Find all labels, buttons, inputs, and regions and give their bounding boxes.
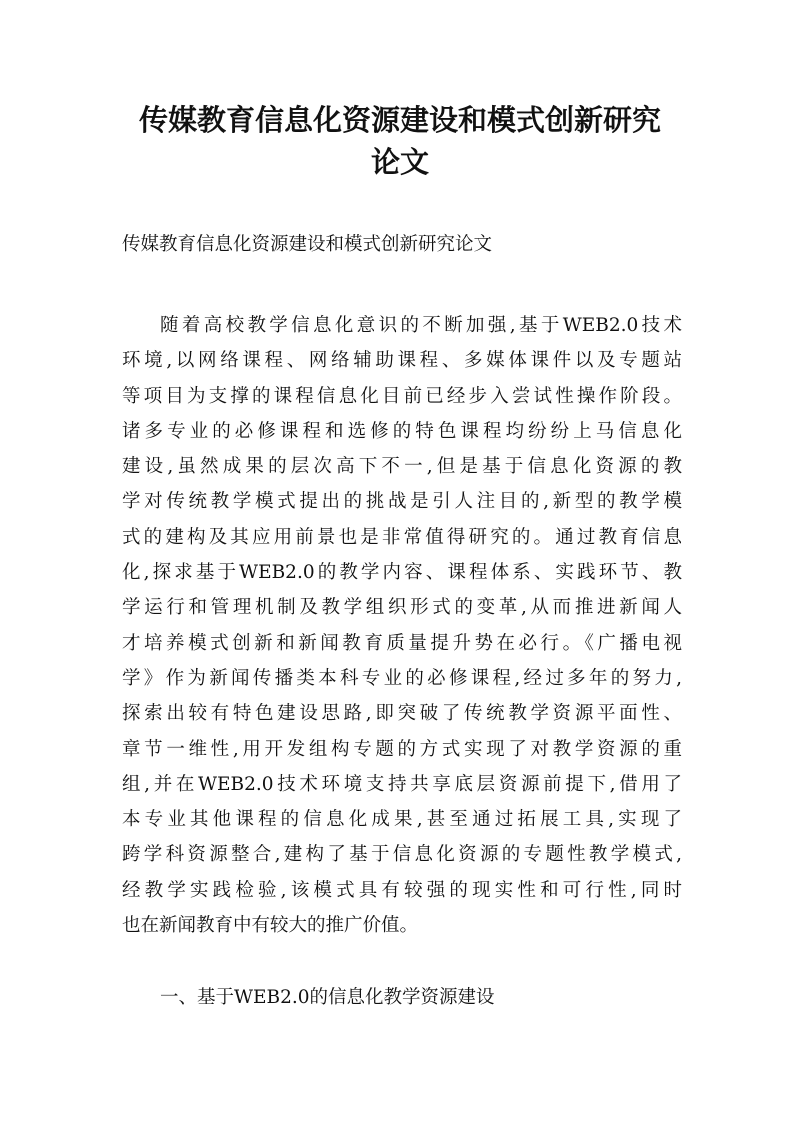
paragraph-line: 学对传统教学模式提出的挑战是引人注目的,新型的教学模 [122,491,682,513]
paragraph-line: 章节一维性,用开发组构专题的方式实现了对教学资源的重 [122,738,682,760]
section-heading: 一、基于WEB2.0的信息化教学资源建设 [160,987,495,1008]
paragraph-line: 诸多专业的必修课程和选修的特色课程均纷纷上马信息化 [122,420,682,442]
paragraph-line: 才培养模式创新和新闻教育质量提升势在必行。《广播电视 [122,632,682,654]
paragraph-line: 随着高校教学信息化意识的不断加强,基于WEB2.0技术 [160,315,682,336]
body-paragraph [122,308,682,943]
paragraph-line: 建设,虽然成果的层次高下不一,但是基于信息化资源的教 [122,456,682,478]
paragraph-line: 也在新闻教育中有较大的推广价值。 [122,915,419,937]
paragraph-line: 探索出较有特色建设思路,即突破了传统教学资源平面性、 [122,703,682,725]
paragraph-line: 等项目为支撑的课程信息化目前已经步入尝试性操作阶段。 [122,385,682,407]
paragraph-line: 组,并在WEB2.0技术环境支持共享底层资源前提下,借用了 [122,773,682,795]
paragraph-line: 式的建构及其应用前景也是非常值得研究的。通过教育信息 [122,526,682,548]
document-subtitle: 传媒教育信息化资源建设和模式创新研究论文 [122,234,493,255]
paragraph-line: 经教学实践检验,该模式具有较强的现实性和可行性,同时 [122,879,682,901]
paragraph-line: 化,探求基于WEB2.0的教学内容、课程体系、实践环节、教 [122,562,682,584]
paragraph-line: 学》作为新闻传播类本科专业的必修课程,经过多年的努力, [122,667,682,689]
paragraph-line: 本专业其他课程的信息化成果,甚至通过拓展工具,实现了 [122,809,682,831]
document-title-line-2: 论文 [370,145,429,179]
paragraph-line: 跨学科资源整合,建构了基于信息化资源的专题性教学模式, [122,844,682,866]
paragraph-line: 环境,以网络课程、网络辅助课程、多媒体课件以及专题站 [122,350,682,372]
document-title-line-1: 传媒教育信息化资源建设和模式创新研究 [138,103,661,137]
paragraph-line: 学运行和管理机制及教学组织形式的变革,从而推进新闻人 [122,597,682,619]
